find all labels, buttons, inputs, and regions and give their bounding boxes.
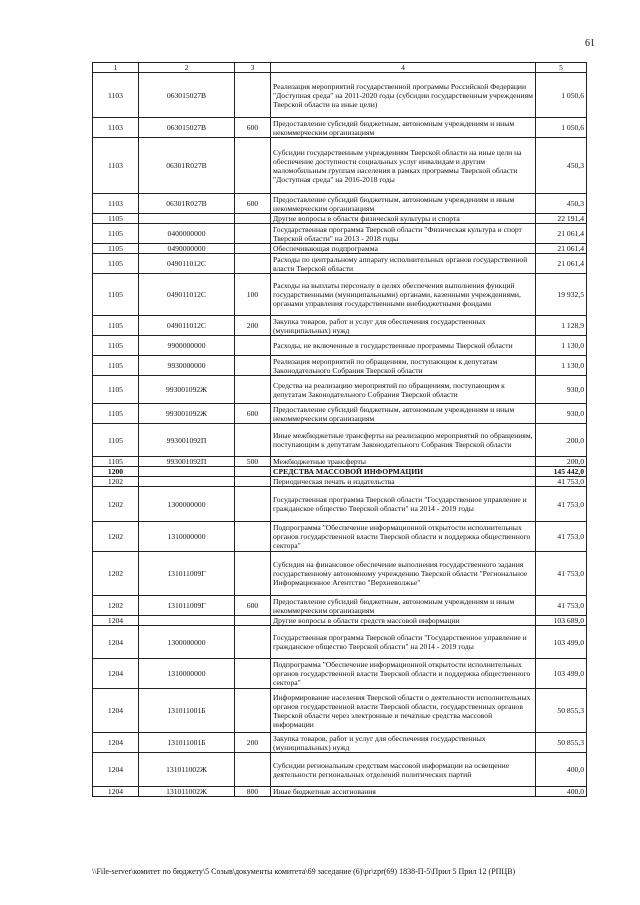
table-row [93, 336, 587, 356]
target-article-cell: 131011001Б [139, 689, 235, 733]
description-cell: Межбюджетные трансферты [271, 457, 536, 467]
amount-cell: 200,0 [536, 457, 587, 467]
description-cell: Расходы на выплаты персоналу в целях обеспечения выполнения функций государственными (муниципальными) органами, казенными учреждениями, органами управления государственными внебюджетными фондами [271, 274, 536, 316]
amount-cell: 19 932,5 [536, 274, 587, 316]
code-cell: 1105 [93, 254, 139, 274]
amount-cell: 450,3 [536, 194, 587, 214]
description-cell: Реализация мероприятий по обращениям, поступающим к депутатам Законодательного Собрания Тверской области [271, 356, 536, 376]
description-cell: Другие вопросы в области физической культуры и спорта [271, 214, 536, 224]
expense-type-cell [235, 424, 271, 457]
table-row [93, 356, 587, 376]
code-cell: 1105 [93, 274, 139, 316]
table-row [93, 477, 587, 487]
code-cell: 1204 [93, 626, 139, 659]
code-cell: 1105 [93, 244, 139, 254]
amount-cell: 1 128,9 [536, 316, 587, 336]
header-col-3: 3 [235, 63, 271, 73]
table-row [93, 194, 587, 214]
description-cell: Иные бюджетные ассигнования [271, 787, 536, 797]
target-article-cell: 06301R027В [139, 138, 235, 194]
expense-type-cell [235, 138, 271, 194]
description-cell: Предоставление субсидий бюджетным, автономным учреждениям и иным некоммерческим организациям [271, 194, 536, 214]
table-row [93, 552, 587, 596]
amount-cell: 930,0 [536, 404, 587, 424]
table-row [93, 787, 587, 797]
table-row [93, 316, 587, 336]
expense-type-cell [235, 477, 271, 487]
amount-cell: 400,0 [536, 787, 587, 797]
table-row [93, 689, 587, 733]
table-row [93, 244, 587, 254]
target-article-cell [139, 477, 235, 487]
table-row [93, 659, 587, 689]
code-cell: 1105 [93, 356, 139, 376]
header-col-2: 2 [139, 63, 235, 73]
description-cell: Подпрограмма "Обеспечение информационной открытости исполнительных органов государственной власти Тверской области и поддержка общественного сектора" [271, 522, 536, 552]
code-cell: 1202 [93, 477, 139, 487]
code-cell: 1105 [93, 404, 139, 424]
table-row [93, 376, 587, 404]
table-row [93, 424, 587, 457]
description-cell: Расходы по центральному аппарату исполнительных органов государственной власти Тверской области [271, 254, 536, 274]
target-article-cell: 049011012С [139, 316, 235, 336]
code-cell: 1200 [93, 467, 139, 477]
table-row [93, 224, 587, 244]
table-body [93, 73, 587, 797]
target-article-cell: 131011002Ж [139, 787, 235, 797]
description-cell: Иные межбюджетные трансферты на реализацию мероприятий по обращениям, поступающим к депутатам Законодательного Собрания Тверской области [271, 424, 536, 457]
description-cell: Средства на реализацию мероприятий по обращениям, поступающим к депутатам Законодательного Собрания Тверской области [271, 376, 536, 404]
expense-type-cell [235, 336, 271, 356]
amount-cell: 21 061,4 [536, 244, 587, 254]
budget-table [92, 62, 587, 797]
page-number: 61 [585, 38, 595, 49]
target-article-cell: 0400000000 [139, 224, 235, 244]
table-row [93, 522, 587, 552]
target-article-cell: 131011009Г [139, 596, 235, 616]
target-article-cell: 9900000000 [139, 336, 235, 356]
table-row [93, 404, 587, 424]
target-article-cell: 1310000000 [139, 522, 235, 552]
amount-cell: 930,0 [536, 376, 587, 404]
expense-type-cell: 200 [235, 733, 271, 753]
target-article-cell [139, 616, 235, 626]
table-row [93, 118, 587, 138]
target-article-cell: 131011001Б [139, 733, 235, 753]
target-article-cell [139, 467, 235, 477]
expense-type-cell: 100 [235, 274, 271, 316]
target-article-cell: 993001092П [139, 457, 235, 467]
table-row [93, 457, 587, 467]
amount-cell: 50 855,3 [536, 733, 587, 753]
amount-cell: 50 855,3 [536, 689, 587, 733]
code-cell: 1204 [93, 733, 139, 753]
amount-cell: 400,0 [536, 753, 587, 787]
table-row [93, 274, 587, 316]
expense-type-cell: 800 [235, 787, 271, 797]
amount-cell: 41 753,0 [536, 487, 587, 522]
target-article-cell: 131011002Ж [139, 753, 235, 787]
table-row [93, 73, 587, 118]
expense-type-cell [235, 552, 271, 596]
expense-type-cell [235, 467, 271, 477]
code-cell: 1105 [93, 336, 139, 356]
code-cell: 1105 [93, 316, 139, 336]
code-cell: 1105 [93, 224, 139, 244]
target-article-cell: 9930000000 [139, 356, 235, 376]
header-col-4: 4 [271, 63, 536, 73]
code-cell: 1202 [93, 596, 139, 616]
amount-cell: 1 050,6 [536, 73, 587, 118]
table-row [93, 138, 587, 194]
code-cell: 1103 [93, 194, 139, 214]
target-article-cell: 1300000000 [139, 487, 235, 522]
amount-cell: 1 130,0 [536, 356, 587, 376]
target-article-cell [139, 214, 235, 224]
code-cell: 1204 [93, 753, 139, 787]
expense-type-cell [235, 356, 271, 376]
expense-type-cell [235, 254, 271, 274]
expense-type-cell [235, 626, 271, 659]
description-cell: Предоставление субсидий бюджетным, автономным учреждениям и иным некоммерческим организациям [271, 118, 536, 138]
amount-cell: 22 191,4 [536, 214, 587, 224]
expense-type-cell: 600 [235, 118, 271, 138]
amount-cell: 21 061,4 [536, 224, 587, 244]
description-cell: Субсидии региональным средствам массовой информации на освещение деятельности региональных отделений политических партий [271, 753, 536, 787]
expense-type-cell [235, 224, 271, 244]
code-cell: 1202 [93, 522, 139, 552]
description-cell: Закупка товаров, работ и услуг для обеспечения государственных (муниципальных) нужд [271, 733, 536, 753]
table-row [93, 733, 587, 753]
target-article-cell: 049011012С [139, 274, 235, 316]
target-article-cell: 063015027В [139, 118, 235, 138]
code-cell: 1204 [93, 787, 139, 797]
expense-type-cell: 600 [235, 596, 271, 616]
code-cell: 1103 [93, 118, 139, 138]
amount-cell: 21 061,4 [536, 254, 587, 274]
expense-type-cell [235, 73, 271, 118]
amount-cell: 1 050,6 [536, 118, 587, 138]
expense-type-cell: 200 [235, 316, 271, 336]
description-cell: Предоставление субсидий бюджетным, автономным учреждениям и иным некоммерческим организациям [271, 596, 536, 616]
description-cell: СРЕДСТВА МАССОВОЙ ИНФОРМАЦИИ [271, 467, 536, 477]
target-article-cell: 131011009Г [139, 552, 235, 596]
target-article-cell: 993001092П [139, 424, 235, 457]
table-row [93, 753, 587, 787]
table-row [93, 626, 587, 659]
expense-type-cell: 500 [235, 457, 271, 467]
amount-cell: 41 753,0 [536, 522, 587, 552]
expense-type-cell: 600 [235, 404, 271, 424]
code-cell: 1105 [93, 457, 139, 467]
code-cell: 1103 [93, 138, 139, 194]
target-article-cell: 06301R027В [139, 194, 235, 214]
description-cell: Государственная программа Тверской области "Государственное управление и гражданское общество Тверской области" на 2014 - 2019 годы [271, 487, 536, 522]
target-article-cell: 0490000000 [139, 244, 235, 254]
code-cell: 1105 [93, 214, 139, 224]
table-row [93, 254, 587, 274]
description-cell: Реализация мероприятий государственной программы Российской Федерации "Доступная среда" на 2011-2020 годы (субсидии государственным учреждениям Тверской области на иные цели) [271, 73, 536, 118]
amount-cell: 41 753,0 [536, 596, 587, 616]
target-article-cell: 049011012С [139, 254, 235, 274]
expense-type-cell [235, 376, 271, 404]
description-cell: Обеспечивающая подпрограмма [271, 244, 536, 254]
expense-type-cell [235, 487, 271, 522]
table-row [93, 596, 587, 616]
description-cell: Субсидия на финансовое обеспечение выполнения государственного задания государственному автономному учреждению Тверской области "Региональное Информационное Агентство "Верхневолжье" [271, 552, 536, 596]
expense-type-cell [235, 616, 271, 626]
header-col-5: 5 [536, 63, 587, 73]
amount-cell: 1 130,0 [536, 336, 587, 356]
target-article-cell: 1300000000 [139, 626, 235, 659]
code-cell: 1103 [93, 73, 139, 118]
description-cell: Подпрограмма "Обеспечение информационной открытости исполнительных органов государственной власти Тверской области и поддержка общественного сектора" [271, 659, 536, 689]
amount-cell: 41 753,0 [536, 552, 587, 596]
expense-type-cell [235, 214, 271, 224]
table-row [93, 214, 587, 224]
expense-type-cell: 600 [235, 194, 271, 214]
amount-cell: 103 689,0 [536, 616, 587, 626]
code-cell: 1105 [93, 424, 139, 457]
description-cell: Другие вопросы в области средств массовой информации [271, 616, 536, 626]
description-cell: Периодическая печать и издательства [271, 477, 536, 487]
target-article-cell: 993001092Ж [139, 376, 235, 404]
description-cell: Расходы, не включенные в государственные программы Тверской области [271, 336, 536, 356]
code-cell: 1204 [93, 659, 139, 689]
amount-cell: 103 499,0 [536, 659, 587, 689]
amount-cell: 450,3 [536, 138, 587, 194]
code-cell: 1204 [93, 689, 139, 733]
code-cell: 1105 [93, 376, 139, 404]
description-cell: Государственная программа Тверской области "Государственное управление и гражданское общество Тверской области" на 2014 - 2019 годы [271, 626, 536, 659]
table-header-row [93, 63, 587, 73]
footer-file-path: \\File-server\комитет по бюджету\5 Созыв\документы комитета\69 заседание (6)\pr\zpr(69) 1838-П-5\Прил 5 Прил 12 (РПЦВ) [92, 867, 516, 876]
amount-cell: 200,0 [536, 424, 587, 457]
header-col-1: 1 [93, 63, 139, 73]
table-row [93, 467, 587, 477]
code-cell: 1204 [93, 616, 139, 626]
description-cell: Предоставление субсидий бюджетным, автономным учреждениям и иным некоммерческим организациям [271, 404, 536, 424]
description-cell: Субсидии государственным учреждениям Тверской области на иные цели на обеспечение доступности социальных услуг инвалидам и другим маломобильным группам населения в рамках программы Тверской области "Доступная среда" на 2016-2018 годы [271, 138, 536, 194]
description-cell: Закупка товаров, работ и услуг для обеспечения государственных (муниципальных) нужд [271, 316, 536, 336]
expense-type-cell [235, 753, 271, 787]
amount-cell: 103 499,0 [536, 626, 587, 659]
code-cell: 1202 [93, 552, 139, 596]
table-row [93, 616, 587, 626]
target-article-cell: 993001092Ж [139, 404, 235, 424]
expense-type-cell [235, 522, 271, 552]
expense-type-cell [235, 689, 271, 733]
description-cell: Государственная программа Тверской области "Физическая культура и спорт Тверской области" на 2013 - 2018 годы [271, 224, 536, 244]
amount-cell: 41 753,0 [536, 477, 587, 487]
target-article-cell: 1310000000 [139, 659, 235, 689]
table-row [93, 487, 587, 522]
expense-type-cell [235, 659, 271, 689]
expense-type-cell [235, 244, 271, 254]
description-cell: Информирование населения Тверской области о деятельности исполнительных органов государственной власти Тверской области, государственных органов Тверской области через электронные и печатные средства массовой информации [271, 689, 536, 733]
target-article-cell: 063015027В [139, 73, 235, 118]
amount-cell: 145 442,0 [536, 467, 587, 477]
code-cell: 1202 [93, 487, 139, 522]
